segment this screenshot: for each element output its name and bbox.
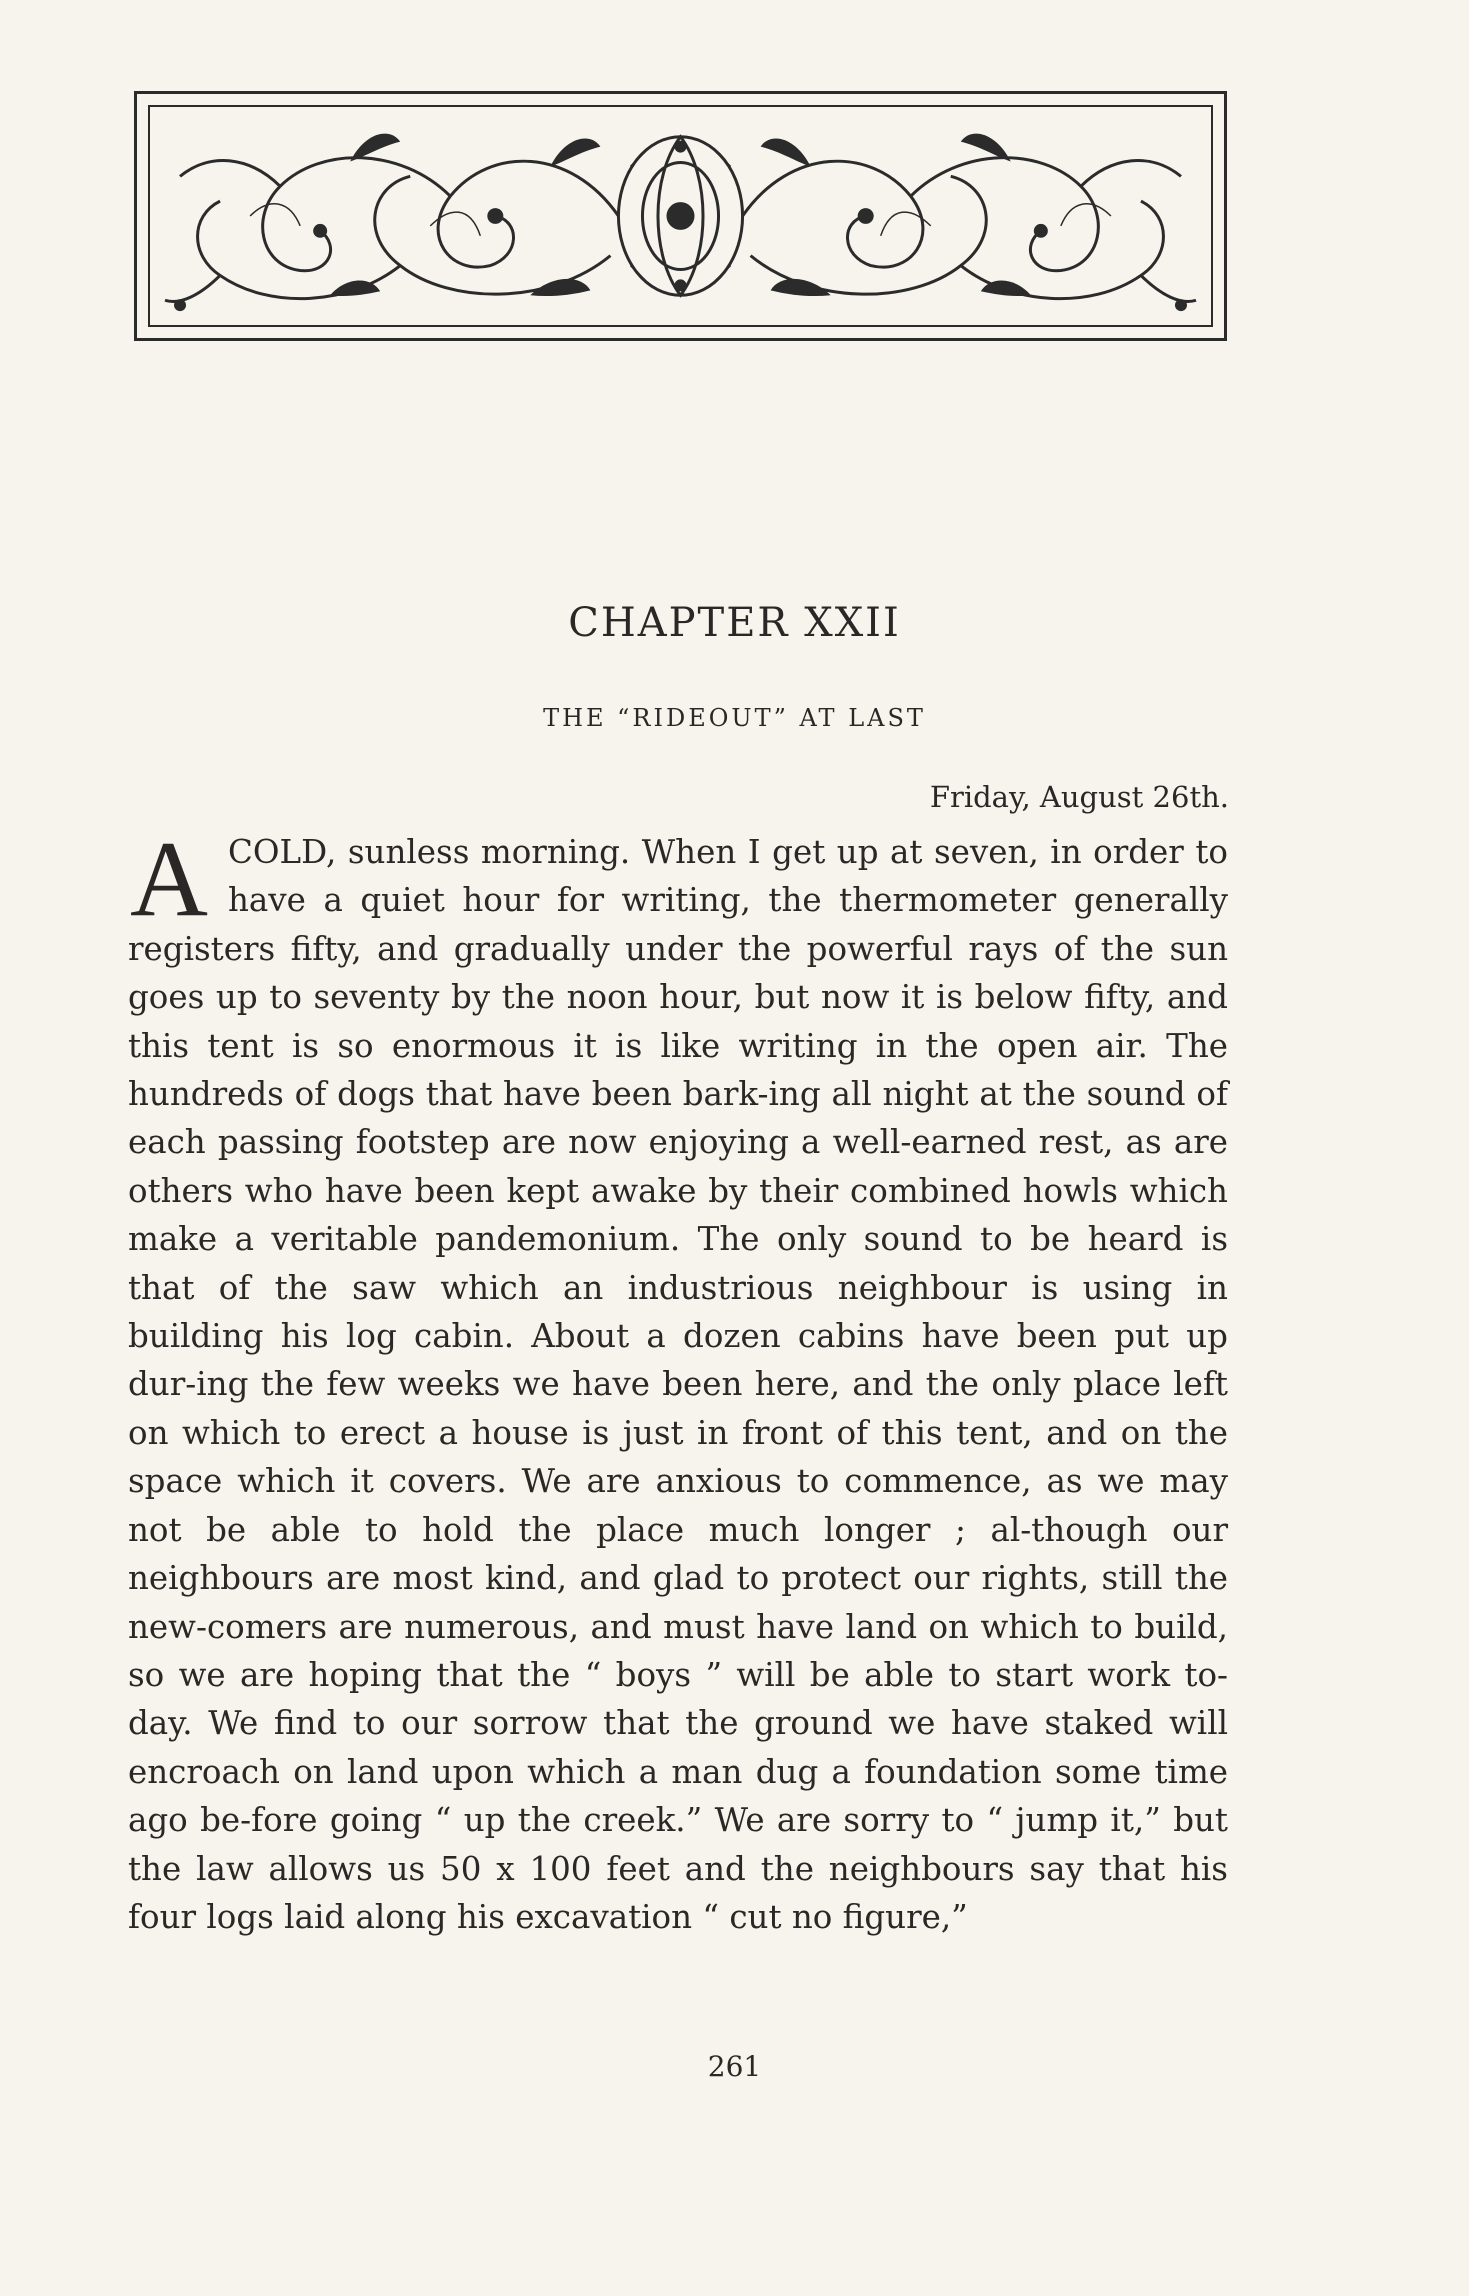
headpiece-frame [148, 105, 1213, 327]
body-paragraph [128, 820, 1228, 1941]
ornamental-headpiece [134, 91, 1227, 341]
ornamental-floral-scroll-icon [150, 107, 1211, 325]
page-number: 261 [707, 2050, 762, 2083]
chapter-title: CHAPTER XXII [568, 600, 901, 646]
body-text: sunless morning. When I get up at seven, in order to have a quiet hour for writing, the thermometer generally registers fifty, and gradually under the powerful rays of the sun goes up to seventy by the noon hour, but now it is below fifty, and this tent is so enormous it is like writing in the open air. The hundreds of dogs that have been bark-ing all night at the sound of each passing footstep are now enjoying a well-earned rest, as are others who have been kept awake by their combined howls which make a veritable pandemonium. The only sound to be heard is that of the saw which an industrious neighbour is using in building his log cabin. About a dozen cabins have been put up dur-ing the few weeks we have been here, and the only place left on which to erect a house is just in front of this tent, and on the space which it covers. We are anxious to commence, as we may not be able to hold the place much longer ; al-though our neighbours are most kind, and glad to protect our rights, still the new-comers are numerous, and must have land on which to build, so we are hoping that the “ boys ” will be able to start work to-day. We find to our sorrow that the ground we have staked will encroach on land upon which a man dug a foundation some time ago be-fore going “ up the creek.” We are sorry to “ jump it,” but the law allows us 50 x 100 feet and the neighbours say that his four logs laid along his excavation “ cut no figure,” [128, 833, 1228, 1936]
opening-words: COLD, [228, 833, 337, 871]
chapter-subtitle: THE “RIDEOUT” AT LAST [543, 704, 926, 732]
drop-cap: A [130, 820, 208, 939]
entry-dateline: Friday, August 26th. [929, 780, 1229, 814]
